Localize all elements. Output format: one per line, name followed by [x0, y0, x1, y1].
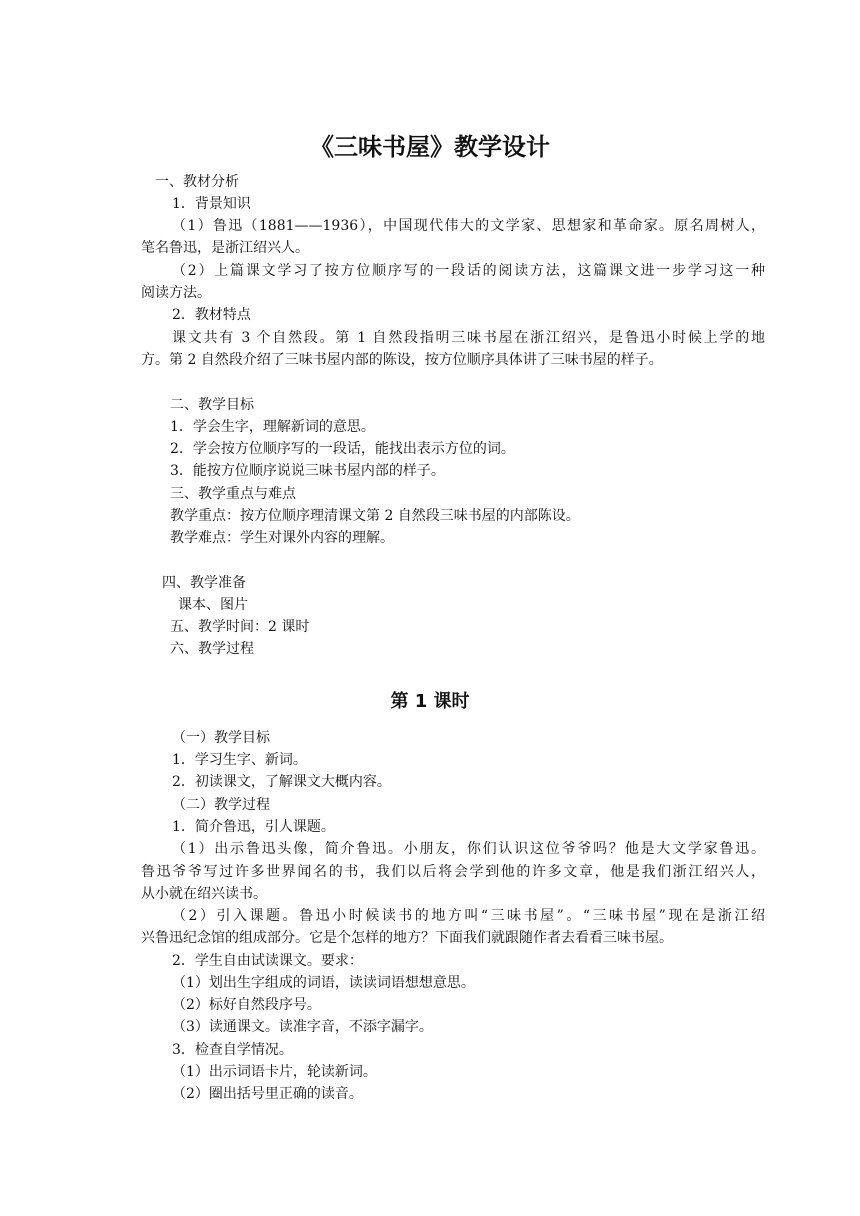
- step-heading: 1．简介鲁迅，引人课题。: [172, 819, 335, 835]
- section-heading-preparation: 四、教学准备: [162, 575, 246, 591]
- subheading-features: 2．教材特点: [172, 307, 251, 323]
- lesson-goals-heading: （一）教学目标: [172, 730, 270, 746]
- list-item: 2．初读课文，了解课文大概内容。: [172, 774, 391, 790]
- paragraph-line: 方。第 2 自然段介绍了三味书屋内部的陈设，按方位顺序具体讲了三味书屋的样子。: [141, 352, 663, 368]
- paragraph-line: （1）鲁迅（1881——1936），中国现代伟大的文学家、思想家和革命家。原名周树人，: [172, 218, 765, 234]
- section-heading-goals: 二、教学目标: [170, 397, 254, 413]
- paragraph-line: 兴鲁迅纪念馆的组成部分。它是个怎样的地方？下面我们就跟随作者去看看三味书屋。: [141, 930, 673, 946]
- list-item: （3）读通课文。读准字音，不添字漏字。: [172, 1019, 433, 1035]
- list-item: 1．学习生字、新词。: [172, 752, 307, 768]
- focus-text: 教学重点：按方位顺序理清课文第 2 自然段三味书屋的内部陈设。: [170, 508, 580, 524]
- preparation-text: 课本、图片: [178, 597, 248, 613]
- section-heading-process: 六、教学过程: [170, 641, 254, 657]
- step-heading: 3．检查自学情况。: [172, 1042, 293, 1058]
- section-heading-analysis: 一、教材分析: [155, 174, 239, 190]
- step-heading: 2．学生自由试读课文。要求：: [172, 953, 363, 969]
- paragraph-line: （2）上篇课文学习了按方位顺序写的一段话的阅读方法，这篇课文进一步学习这一种: [172, 263, 765, 279]
- list-item: 1．学会生字，理解新词的意思。: [170, 419, 375, 435]
- paragraph-line: 阅读方法。: [141, 285, 211, 301]
- difficulty-text: 教学难点：学生对课外内容的理解。: [170, 530, 394, 546]
- paragraph-line: （2）引入课题。鲁迅小时候读书的地方叫“三味书屋”。“三味书屋”现在是浙江绍: [172, 908, 765, 924]
- list-item: （2）圈出括号里正确的读音。: [172, 1086, 363, 1102]
- subheading-background: 1．背景知识: [172, 196, 251, 212]
- document-title: 《三味书屋》教学设计: [310, 133, 550, 161]
- paragraph-line: 课文共有 3 个自然段。第 1 自然段指明三味书屋在浙江绍兴，是鲁迅小时候上学的地: [172, 330, 765, 346]
- section-heading-time: 五、教学时间：2 课时: [170, 619, 310, 635]
- list-item: （1）出示词语卡片，轮读新词。: [172, 1064, 377, 1080]
- paragraph-line: 从小就在绍兴读书。: [141, 886, 267, 902]
- list-item: （2）标好自然段序号。: [172, 997, 321, 1013]
- paragraph-line: （1）出示鲁迅头像，简介鲁迅。小朋友，你们认识这位爷爷吗？他是大文学家鲁迅。: [172, 841, 765, 857]
- lesson-title: 第 1 课时: [390, 691, 470, 712]
- list-item: 3．能按方位顺序说说三味书屋内部的样子。: [170, 463, 445, 479]
- paragraph-line: 笔名鲁迅，是浙江绍兴人。: [141, 240, 309, 256]
- paragraph-line: 鲁迅爷爷写过许多世界闻名的书，我们以后将会学到他的许多文章，他是我们浙江绍兴人，: [141, 864, 765, 880]
- section-heading-focus: 三、教学重点与难点: [170, 486, 296, 502]
- lesson-process-heading: （二）教学过程: [172, 797, 270, 813]
- list-item: （1）划出生字组成的词语，读读词语想想意思。: [172, 975, 475, 991]
- list-item: 2．学会按方位顺序写的一段话，能找出表示方位的词。: [170, 441, 515, 457]
